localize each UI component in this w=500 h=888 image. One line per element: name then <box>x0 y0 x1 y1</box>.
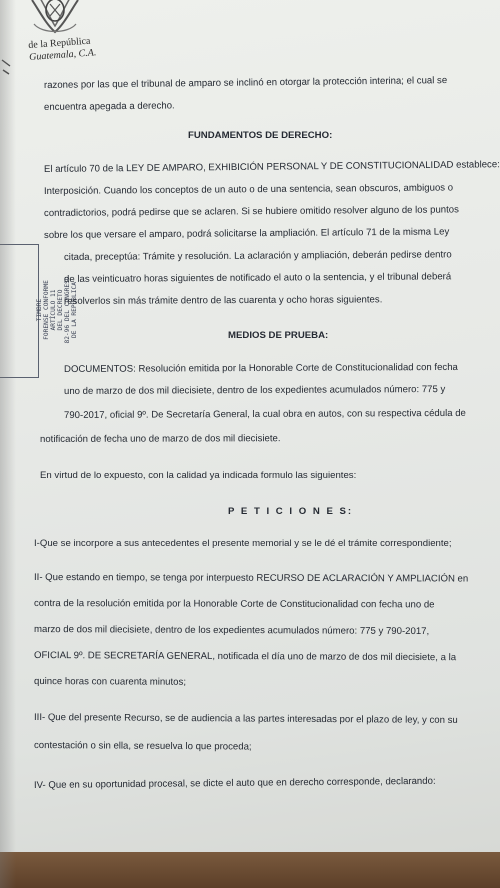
page-fold-shadow <box>0 0 16 888</box>
paragraph-line: Interposición. Cuando los conceptos de un auto o de una sentencia, sean obscuros, ambiguos o <box>43 182 454 197</box>
section-heading-peticiones: P E T I C I O N E S: <box>228 506 354 517</box>
petition-item-1: I-Que se incorpore a sus antecedentes el presente memorial y se le dé el trámite correspondiente; <box>34 538 452 549</box>
paragraph-line: razones por las que el tribunal de amparo se inclinó en otorgar la protección interina; el cual se <box>43 75 448 91</box>
paragraph-line: marzo de dos mil diecisiete, dentro de los expedientes acumulados número: 775 y 790-2017, <box>33 624 430 638</box>
paragraph-line: resolverlos sin más trámite dentro de las cuarenta y ocho horas siguientes. <box>63 294 383 307</box>
paragraph-line: citada, preceptúa: Trámite y resolución. La aclaración y ampliación, deberán pedirse dentro <box>63 249 452 263</box>
forensic-stamp-text: TIMBRE FORENSE CONFORME ARTÍCULO 11 DEL DECRETO 82-96 DEL CONGRESO DE LA REPÚBLICA <box>36 276 78 344</box>
paragraph-line: contradictorios, podrá pedirse que se aclaren. Si se hubiere omitido resolver alguno de los puntos <box>43 204 459 219</box>
paragraph-line: encuentra apegada a derecho. <box>43 100 175 113</box>
petition-item-4: IV- Que en su oportunidad procesal, se dicte el auto que en derecho corresponde, declarando: <box>33 775 436 791</box>
petition-item-3: III- Que del presente Recurso, se de audiencia a las partes interesadas por el plazo de ley, y con su <box>33 712 458 726</box>
paragraph-line: contestación o sin ella, se resuelva lo que proceda; <box>33 740 252 753</box>
paragraph-line: uno de marzo de dos mil diecisiete, dentro de los expedientes acumulados número: 775 y <box>63 384 446 397</box>
paragraph-line: quince horas con cuarenta minutos; <box>33 676 187 688</box>
letterhead <box>28 34 119 64</box>
paragraph-line: contra de la resolución emitida por la Honorable Corte de Constitucionalidad con fecha uno de <box>33 598 435 611</box>
paragraph-line: En virtud de lo expuesto, con la calidad ya indicada formulo las siguientes: <box>40 470 357 481</box>
paragraph-line: de las veinticuatro horas siguientes de notificado el auto o la sentencia, y el tribunal deberá <box>63 271 452 285</box>
letterhead-line-2: Guatemala, C.A. <box>28 47 97 63</box>
paragraph-line: DOCUMENTOS: Resolución emitida por la Honorable Corte de Constitucionalidad con fecha <box>63 361 458 375</box>
paragraph-line: OFICIAL 9º. DE SECRETARÍA GENERAL, notificada el día uno de marzo de dos mil diecisiete, a la <box>33 650 457 664</box>
petition-item-2: II- Que estando en tiempo, se tenga por interpuesto RECURSO DE ACLARACIÓN Y AMPLIACIÓN en <box>33 572 469 585</box>
paragraph-line: notificación de fecha uno de marzo de dos mil diecisiete. <box>39 433 281 445</box>
section-heading-medios-de-prueba: MEDIOS DE PRUEBA: <box>228 330 329 341</box>
paragraph-line: 790-2017, oficial 9º. De Secretaría General, la cual obra en autos, con su respectiva cédula de <box>63 407 466 421</box>
paragraph-line: El artículo 70 de la LEY DE AMPARO, EXHIBICIÓN PERSONAL Y DE CONSTITUCIONALIDAD establece: <box>43 159 500 175</box>
table-surface-background <box>0 852 500 888</box>
letterhead-line-1: de la República <box>28 35 91 51</box>
paragraph-line: sobre los que versare el amparo, podrá solicitarse la ampliación. El artículo 71 de la misma Ley <box>43 226 450 241</box>
section-heading-fundamentos: FUNDAMENTOS DE DERECHO: <box>188 130 333 141</box>
